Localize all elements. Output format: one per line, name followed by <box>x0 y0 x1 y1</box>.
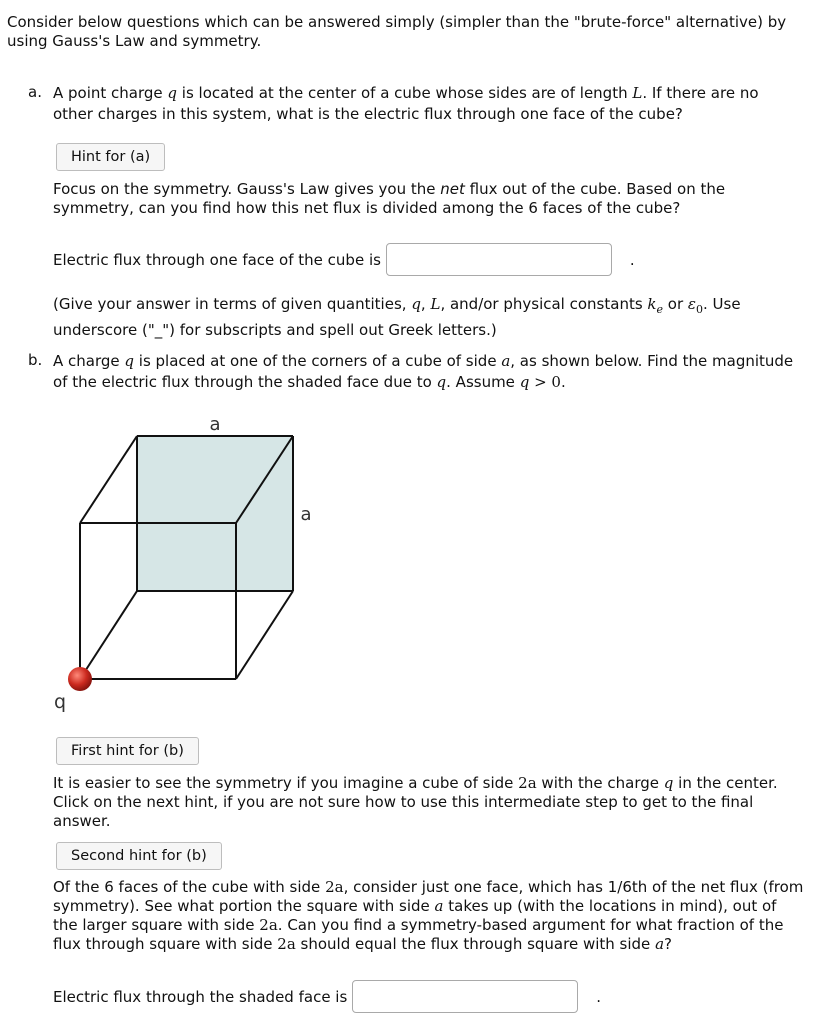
part-a-question: A point charge q is located at the center of a cube whose sides are of length L. If there are no other charges in this system, what is the electric flux through one face of the cube? <box>53 84 759 123</box>
answer-a-note: (Give your answer in terms of given quantities, q, L, and/or physical constants $k_e$ or $\varepsilon_0$. Use underscore ("_") for subscripts and spell out Greek letters.) <box>53 295 741 339</box>
answer-a-period: . <box>629 250 635 269</box>
answer-b-row <box>53 980 601 1013</box>
hint-a-button[interactable]: Hint for (a) <box>56 143 165 171</box>
right-side-label: a <box>300 504 312 525</box>
answer-b-input[interactable] <box>352 980 578 1013</box>
cube-edge <box>236 591 293 679</box>
cube-edge <box>80 591 137 679</box>
answer-b-label: Electric flux through the shaded face is <box>53 987 348 1006</box>
answer-a-row <box>53 243 635 276</box>
point-charge <box>68 667 92 691</box>
hint-a-text: Focus on the symmetry. Gauss's Law gives you the net flux out of the cube. Based on the symmetry, can you find how this net flux is divided among the 6 faces of the cube? <box>53 180 726 217</box>
shaded-face <box>137 436 293 591</box>
part-a-label: a. <box>28 83 42 101</box>
cube-figure <box>40 412 360 722</box>
part-b-question: A charge q is placed at one of the corners of a cube of side a, as shown below. Find the magnitude of the electric flux through the shaded face due to q. Assume q > 0. <box>53 352 794 391</box>
top-side-label: a <box>209 414 221 435</box>
hint-b1-text: It is easier to see the symmetry if you imagine a cube of side 2a with the charge q in the center. Click on the next hint, if you are not sure how to use this intermediate step to get to the final answer. <box>53 774 778 830</box>
part-b-label: b. <box>28 351 43 369</box>
answer-b-period: . <box>596 987 602 1006</box>
cube-edge <box>80 436 137 523</box>
hint-b2-text: Of the 6 faces of the cube with side 2a, consider just one face, which has 1/6th of the net flux (from symmetry). See what portion the square with side a takes up (with the locations in mind), out of the larger square with side 2a. Can you find a symmetry-based argument for what fraction of the flux through square with side 2a should equal the flux through square with side a? <box>53 878 804 953</box>
charge-label: q <box>53 691 67 713</box>
hint-b2-button[interactable]: Second hint for (b) <box>56 842 222 870</box>
intro-text: Consider below questions which can be answered simply (simpler than the "brute-force" alternative) by using Gauss's Law and symmetry. <box>7 13 787 50</box>
hint-b1-button[interactable]: First hint for (b) <box>56 737 199 765</box>
answer-a-label: Electric flux through one face of the cube is <box>53 250 381 269</box>
answer-a-input[interactable] <box>386 243 612 276</box>
